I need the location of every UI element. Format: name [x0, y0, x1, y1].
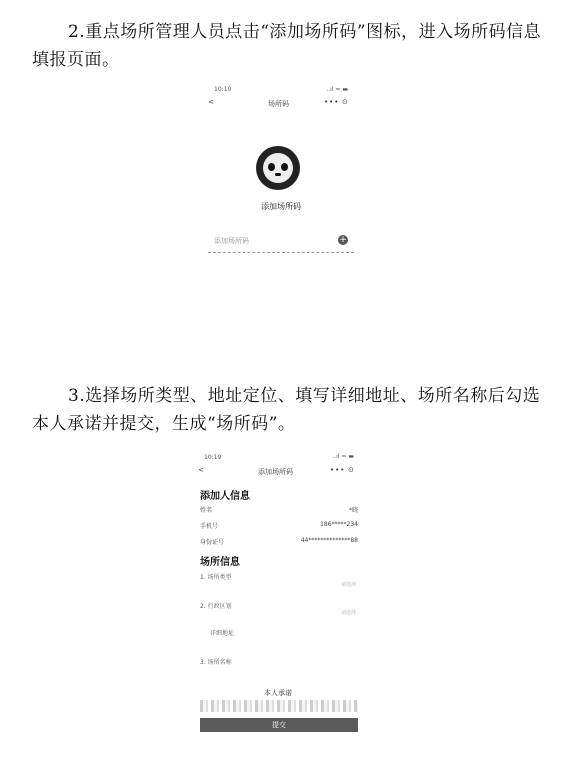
- add-place-code-title: 添加场所码: [261, 202, 301, 211]
- district-label: 2. 行政区划: [200, 603, 232, 610]
- nav-title: 添加场所码: [258, 468, 293, 476]
- place-name-label: 3. 场所名称: [200, 659, 232, 666]
- phone-label: 手机号: [200, 523, 219, 530]
- close-circle-icon[interactable]: ⊙: [348, 466, 355, 474]
- panda-avatar-icon: [256, 146, 300, 190]
- blurred-promise-text: [200, 700, 358, 712]
- add-place-code-input[interactable]: [208, 230, 354, 253]
- section-adder-info: 添加人信息: [200, 491, 250, 502]
- nav-title: 场所码: [268, 100, 289, 108]
- screenshot-place-code-page: [206, 84, 356, 264]
- paragraph-step-2: [32, 18, 544, 74]
- paragraph-step-3: [32, 382, 544, 438]
- more-icon[interactable]: •••: [324, 98, 340, 106]
- section-place-info: 场所信息: [200, 557, 240, 568]
- phone-value: 186*****234: [320, 521, 358, 528]
- name-row: [200, 505, 358, 514]
- name-value: *晓: [348, 507, 358, 514]
- phone-row: [200, 521, 358, 530]
- plus-icon[interactable]: +: [339, 235, 347, 245]
- back-icon[interactable]: <: [198, 466, 204, 474]
- submit-button[interactable]: 提交: [200, 718, 358, 732]
- id-row: [200, 537, 358, 546]
- id-label: 身份证号: [200, 539, 225, 546]
- place-type-label: 1. 场所类型: [200, 574, 232, 581]
- district-select[interactable]: 请选择: [340, 610, 356, 616]
- name-label: 姓名: [200, 507, 213, 514]
- status-icons: ..ıl ≈ ▬: [332, 453, 354, 460]
- promise-checkbox-label[interactable]: 本人承诺: [264, 689, 292, 697]
- back-icon[interactable]: <: [208, 98, 214, 106]
- status-time: 10:10: [214, 86, 232, 93]
- more-icon[interactable]: •••: [330, 466, 346, 474]
- detail-address-field[interactable]: 详细地址: [210, 630, 235, 637]
- status-icons: ..ıl ≈ ▬: [326, 86, 348, 93]
- screenshot-add-place-code-form: [196, 450, 360, 740]
- add-place-code-placeholder: 添加场所码: [214, 237, 249, 245]
- place-type-select[interactable]: 请选择: [340, 582, 356, 588]
- paragraph-step-2-text: 2.重点场所管理人员点击“添加场所码”图标，进入场所码信息填报页面。: [32, 22, 542, 70]
- paragraph-step-3-text: 3.选择场所类型、地址定位、填写详细地址、场所名称后勾选本人承诺并提交，生成“场所码”。: [32, 386, 541, 434]
- status-time: 10:19: [204, 454, 222, 461]
- close-circle-icon[interactable]: ⊙: [342, 98, 349, 106]
- id-value: 44**************88: [300, 537, 358, 544]
